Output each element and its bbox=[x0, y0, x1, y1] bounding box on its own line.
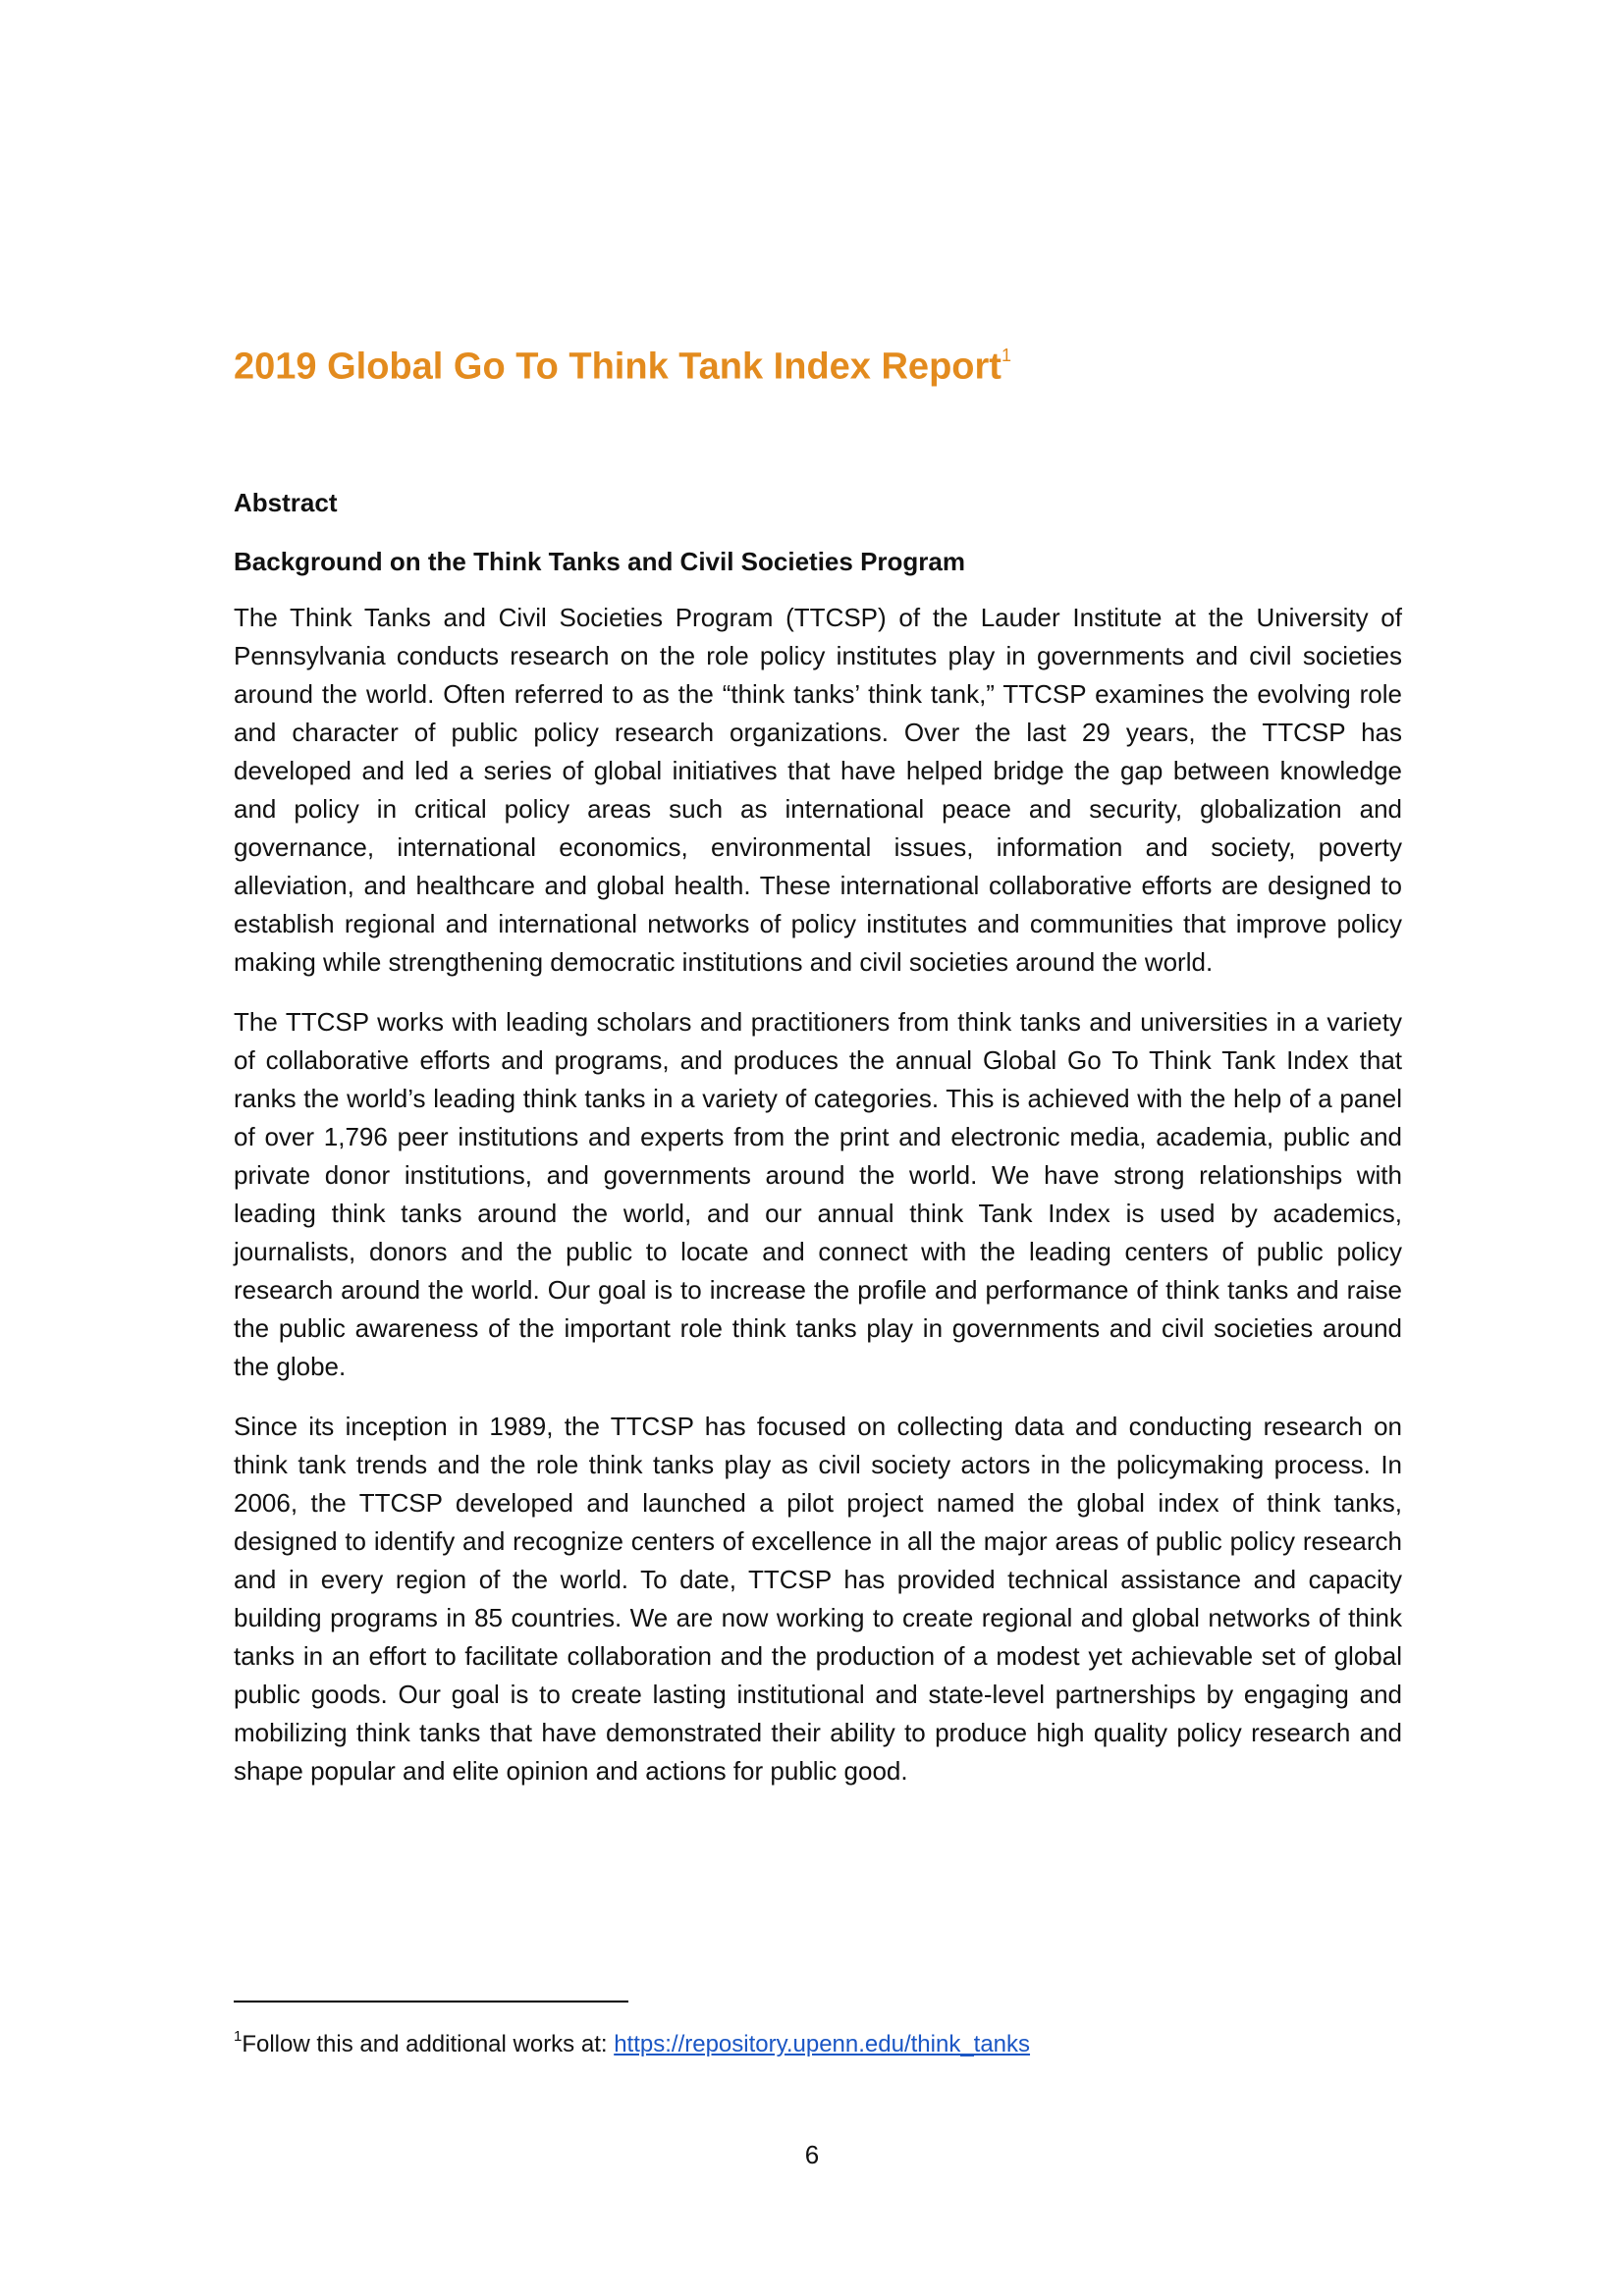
footnote bbox=[234, 2022, 1030, 2061]
main-content bbox=[234, 332, 1402, 1790]
report-title bbox=[234, 332, 1402, 395]
footnote-text: Follow this and additional works at: bbox=[242, 2031, 615, 2057]
footnote-link[interactable]: https://repository.upenn.edu/think_tanks bbox=[614, 2031, 1031, 2057]
body-paragraph-3: Since its inception in 1989, the TTCSP has focused on collecting data and conducting research on think tank trends and the role think tanks play as civil society actors in the policymaking process. In 2006, the TTCSP developed and launched a pilot project named the global index of think tanks, designed to identify and recognize centers of excellence in all the major areas of public policy research and in every region of the world. To date, TTCSP has provided technical assistance and capacity building programs in 85 countries. We are now working to create regional and global networks of think tanks in an effort to facilitate collaboration and the production of a modest yet achievable set of global public goods. Our goal is to create lasting institutional and state-level partnerships by engaging and mobilizing think tanks that have demonstrated their ability to produce high quality policy research and shape popular and elite opinion and actions for public good. bbox=[234, 1411, 1402, 1786]
footnote-divider bbox=[234, 2001, 628, 2002]
body-paragraph-2: The TTCSP works with leading scholars and practitioners from think tanks and universities in a variety of collaborative efforts and programs, and produces the annual Global Go To Think Tank Index that ranks the world’s leading think tanks in a variety of categories. This is achieved with the help of a panel of over 1,796 peer institutions and experts from the print and electronic media, academia, public and private donor institutions, and governments around the world. We have strong relationships with leading think tanks around the world, and our annual think Tank Index is used by academics, journalists, donors and the public to locate and connect with the leading centers of public policy research around the world. Our goal is to increase the profile and performance of think tanks and raise the public awareness of the important role think tanks play in governments and civil societies around the globe. bbox=[234, 1006, 1402, 1381]
title-footnote-marker[interactable]: 1 bbox=[1001, 346, 1011, 365]
report-title-text: 2019 Global Go To Think Tank Index Report bbox=[234, 346, 1001, 388]
body-paragraph-1: The Think Tanks and Civil Societies Program (TTCSP) of the Lauder Institute at the University of Pennsylvania conducts research on the role policy institutes play in governments and civil societies around the world. Often referred to as the “think tanks’ think tank,” TTCSP examines the evolving role and character of public policy research organizations. Over the last 29 years, the TTCSP has developed and led a series of global initiatives that have helped bridge the gap between knowledge and policy in critical policy areas such as international peace and security, globalization and governance, international economics, environmental issues, information and society, poverty alleviation, and healthcare and global health. These international collaborative efforts are designed to establish regional and international networks of policy institutes and communities that improve policy making while strengthening democratic institutions and civil societies around the world. bbox=[234, 602, 1402, 977]
footnote-marker: 1 bbox=[234, 2028, 243, 2045]
page-number: 6 bbox=[804, 2140, 820, 2169]
abstract-heading: Abstract bbox=[234, 487, 338, 517]
section-heading: Background on the Think Tanks and Civil Societies Program bbox=[234, 546, 965, 576]
